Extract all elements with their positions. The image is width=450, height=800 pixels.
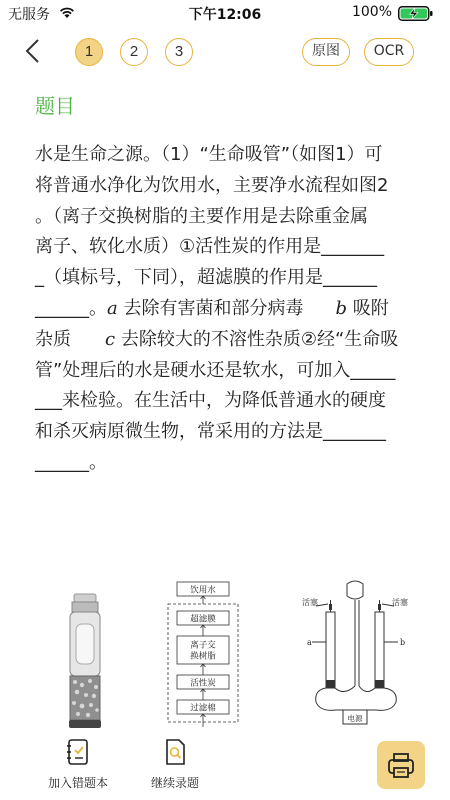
flow-box-label: 活性炭 <box>190 678 216 689</box>
question-line: 。（离子交换树脂的主要作用是去除重金属 <box>35 205 368 227</box>
ocr-button[interactable]: OCR <box>364 38 414 66</box>
question-line-start: 杂质 <box>35 328 71 350</box>
question-line: 水是生命之源。（1）“生命吸管”（如图1）可 <box>35 144 383 165</box>
option-text: 吸附 <box>347 297 389 319</box>
question-line: 离子、软化水质）①活性炭的作用是_______ <box>35 236 385 258</box>
clock: 下午12:06 <box>188 7 262 23</box>
stopcock-label: 活塞 <box>302 598 318 607</box>
search-document-icon <box>162 738 188 766</box>
page-3-button[interactable]: 3 <box>165 38 193 66</box>
back-chevron-icon[interactable] <box>20 36 46 66</box>
tube-label: a <box>307 638 312 647</box>
electrolysis-apparatus-figure <box>296 578 414 728</box>
question-line: ______。 <box>35 451 107 473</box>
original-image-button[interactable]: 原图 <box>302 38 350 66</box>
power-supply-label: 电源 <box>347 714 363 723</box>
question-line: ___来检验。在生活中，为降低普通水的硬度 <box>35 390 386 412</box>
printer-icon <box>377 741 425 789</box>
flow-box-label: 换树脂 <box>190 651 216 662</box>
print-button[interactable] <box>377 741 425 789</box>
battery-percent: 100% <box>351 4 392 20</box>
status-bar <box>0 0 450 26</box>
notebook-icon <box>65 738 91 766</box>
option-letter: c <box>105 328 116 350</box>
continue-entry-button[interactable] <box>140 738 210 790</box>
life-straw-figure <box>60 592 110 732</box>
option-letter: b <box>335 297 347 319</box>
option-text: 去除有害菌和部分病毒 <box>117 297 304 319</box>
page-1-button[interactable]: 1 <box>75 38 103 66</box>
question-text <box>35 140 415 479</box>
option-text: 去除较大的不溶性杂质②经“生命吸 <box>115 328 399 350</box>
question-line <box>35 294 415 325</box>
battery-charging-icon <box>398 6 434 21</box>
flow-box-label: 饮用水 <box>190 585 216 596</box>
carrier-label: 无服务 <box>8 7 50 23</box>
question-line: 管”处理后的水是硬水还是软水，可加入_____ <box>35 359 396 381</box>
continue-entry-label: 继续录题 <box>150 776 199 790</box>
purification-flow-figure <box>160 578 250 728</box>
question-line-start: ______。 <box>35 297 107 319</box>
question-line: 和杀灭病原微生物，常采用的方法是_______ <box>35 421 386 443</box>
flow-box-label: 超滤膜 <box>190 614 216 625</box>
option-letter: a <box>107 297 118 319</box>
add-to-wrong-book-label: 加入错题本 <box>47 776 108 790</box>
flow-box-label: 离子交 <box>190 640 216 651</box>
section-title: 题目 <box>35 94 75 118</box>
question-line <box>35 325 415 356</box>
stopcock-label: 活塞 <box>392 598 408 607</box>
question-line: 将普通水净化为饮用水，主要净水流程如图2 <box>35 174 389 196</box>
question-line: _（填标号，下同），超滤膜的作用是______ <box>35 267 377 289</box>
page-2-button[interactable]: 2 <box>120 38 148 66</box>
add-to-wrong-book-button[interactable] <box>40 738 116 790</box>
tube-label: b <box>400 638 406 647</box>
flow-box-label: 过滤棉 <box>190 703 216 714</box>
